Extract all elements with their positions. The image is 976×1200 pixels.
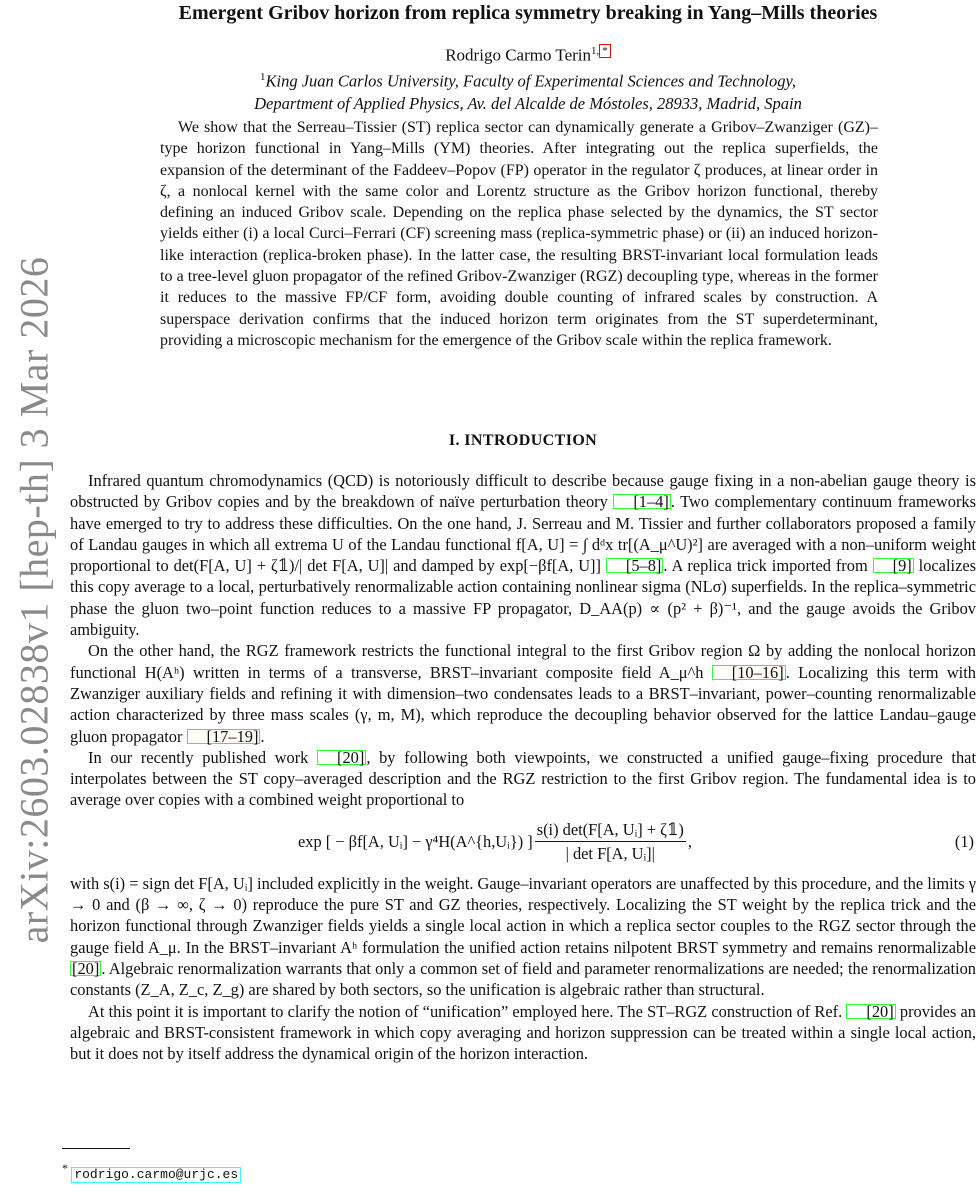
equation-1 <box>70 815 976 871</box>
arxiv-stamp-text: arXiv:2603.02838v1 [hep-th] 3 Mar 2026 <box>11 256 57 944</box>
equation-numerator: s(i) det(F[A, Uᵢ] + ζ𝟙) <box>535 819 686 842</box>
paragraph-3: In our recently published work [20] , by following both viewpoints, we constructed a unified gauge–fixing procedure that interpolates between the ST copy–averaged description and the RGZ restriction to the first Gribov region. The fundamental idea is to average over copies with a combined weight proportional to <box>70 747 976 810</box>
citation-link[interactable]: [17–19] <box>187 729 261 744</box>
citation-link[interactable]: [20] <box>72 958 100 978</box>
author-line <box>80 44 976 66</box>
paragraph-1: Infrared quantum chromodynamics (QCD) is notoriously difficult to describe because gauge fixing in a non-abelian gauge theory is obstructed by Gribov copies and by the breakdown of naïve perturbation theory [1–4] . Two complementary continuum frameworks have emerged to try to address these difficulties. On the one hand, J. Serreau and M. Tissier and further collaborators proposed a family of Landau gauges in which all extrema U of the Landau functional f[A, U] = ∫ dᵈx tr[(A_μ^U)²] are averaged with a non–uniform weight proportional to det(F[A, U] + ζ𝟙)/| det F[A, U]| and damped by exp[−βf[A, U]] [5–8] . A replica trick imported from [9] localizes this copy average to a local, perturbatively renormalizable action containing nonlinear sigma (NLσ) superfields. In the replica–symmetric phase the gluon two–point function reduces to a massive FP propagator, D_AA(p) ∝ (p² + β)⁻¹, and the gauge avoids the Gribov ambiguity. <box>70 471 976 640</box>
affiliation-mark: 1 <box>259 71 266 83</box>
equation-number: (1) <box>954 831 974 851</box>
email-link[interactable]: rodrigo.carmo@urjc.es <box>71 1167 241 1183</box>
abstract: We show that the Serreau–Tissier (ST) replica sector can dynamically generate a Gribov–Zwanziger (GZ)–type horizon functional in Yang–Mills (YM) theories. After integrating out the replica superfields, the expansion of the determinant of the Faddeev–Popov (FP) operator in the regulator ζ produces, at linear order in ζ, a nonlocal kernel with the same color and Lorentz structure as the Gribov horizon functional, thereby defining an induced Gribov scale. Depending on the replica phase selected by the dynamics, the ST sector yields either (i) a local Curci–Ferrari (CF) screening mass (replica-symmetric phase) or (ii) an induced horizon-like interaction (replica-broken phase). In the latter case, the resulting BRST-invariant local formulation leads to a tree-level gluon propagator of the refined Gribov-Zwanziger (RGZ) decoupling type, whereas in the former it reduces to the massive FP/CF form, avoiding double counting of infrared scales by construction. A superspace derivation confirms that the induced horizon term originates from the ST superdeterminant, providing a microscopic mechanism for the emergence of the Gribov scale within the replica framework. <box>160 119 878 349</box>
citation-link[interactable]: [10–16] <box>712 665 786 680</box>
footnote-divider <box>62 1148 130 1149</box>
citation-link[interactable]: [5–8] <box>606 558 664 573</box>
citation-link[interactable]: [1–4] <box>613 494 671 509</box>
footnote-link[interactable]: * <box>599 44 611 58</box>
author-name: Rodrigo Carmo Terin <box>445 45 592 65</box>
arxiv-identifier-stamp <box>4 256 64 944</box>
section-heading-introduction: I. INTRODUCTION <box>448 432 598 449</box>
equation-content <box>298 819 692 865</box>
paragraph-4: with s(i) = sign det F[A, Uᵢ] included explicitly in the weight. Gauge–invariant operators are unaffected by this procedure, and the limits γ → 0 and (β → ∞, ζ → 0) reproduce the pure ST and GZ theories, respectively. Localizing the ST weight by the replica trick and the horizon functional through Zwanziger fields yields a single local action in which a replica sector couples to the RGZ sector through the gauge field A_μ. In the BRST–invariant Aʰ formulation the unified action retains nilpotent BRST symmetry and remains renormalizable [20] . Algebraic renormalization warrants that only a common set of field and parameter renormalizations are needed; the renormalization constants (Z_A, Z_c, Z_g) are shared by both sectors, so the unification is algebraic rather than structural. <box>70 873 976 1000</box>
paragraph-5: At this point it is important to clarify the notion of “unification” employed here. The ST–RGZ construction of Ref. [20] provides an algebraic and BRST-consistent framework in which copy averaging and horizon suppression can be treated within a single local action, but it does not by itself address the dynamical origin of the horizon interaction. <box>70 1001 976 1064</box>
equation-fraction <box>535 819 686 865</box>
citation-link[interactable]: [20] <box>317 750 366 765</box>
author-affil-mark: 1, <box>591 45 600 57</box>
equation-trailing-comma: , <box>687 831 692 851</box>
equation-exponential: exp [ − βf[A, Uᵢ] − γ⁴H(A^{h,Uᵢ}) ] <box>298 831 533 851</box>
citation-link[interactable]: [9] <box>873 558 914 573</box>
paragraph-2: On the other hand, the RGZ framework restricts the functional integral to the first Gribov region Ω by adding the nonlocal horizon functional H(Aʰ) written in terms of a transverse, BRST–invariant composite field A_μ^h [10–16] . Localizing this term with Zwanziger auxiliary fields and refining it with dimension–two condensates leads to a BRST–invariant, power–counting renormalizable action characterized by three mass scales (γ, m, M), which reproduce the decoupling behavior observed for the lattice Landau–gauge gluon propagator [17–19] . <box>70 641 976 746</box>
introduction-body <box>70 470 976 1064</box>
paper-title: Emergent Gribov horizon from replica symmetry breaking in Yang–Mills theories <box>178 2 878 24</box>
footnote-mark: * <box>62 1162 68 1175</box>
affiliation-line-1: King Juan Carlos University, Faculty of Experimental Sciences and Technology, <box>265 71 796 91</box>
affiliation <box>80 66 976 115</box>
affiliation-line-2: Department of Applied Physics, Av. del Alcalde de Móstoles, 28933, Madrid, Spain <box>254 93 802 113</box>
equation-denominator: | det F[A, Uᵢ]| <box>565 844 655 864</box>
citation-link[interactable]: [20] <box>846 1004 895 1019</box>
footnote <box>62 1162 241 1183</box>
